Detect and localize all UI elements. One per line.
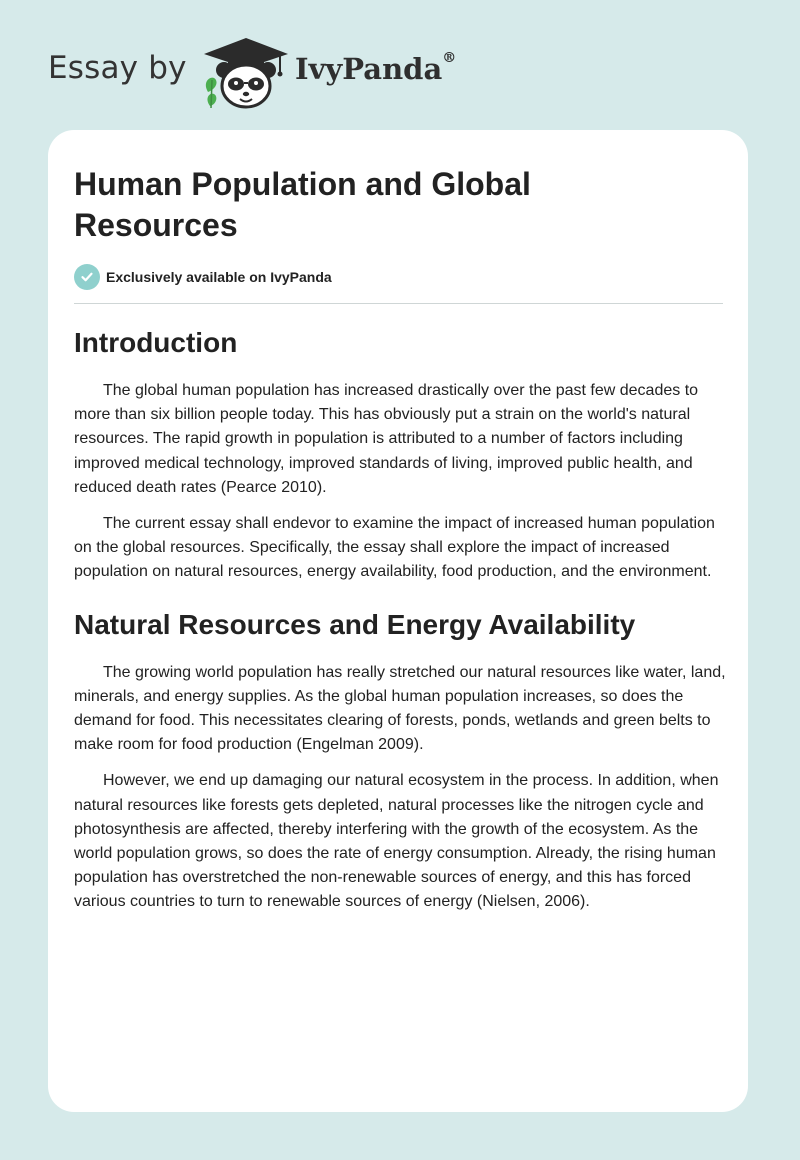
brand-label: IvyPanda bbox=[295, 52, 443, 86]
badge-text: Exclusively available on IvyPanda bbox=[106, 269, 332, 285]
check-circle-icon bbox=[74, 264, 100, 290]
divider bbox=[74, 303, 723, 304]
registered-mark: ® bbox=[442, 50, 457, 66]
paragraph: The growing world population has really stretched our natural resources like water, land, minerals, and energy supplies. As the global human population increases, so does the demand for food. This necessitates clearing of forests, ponds, wetlands and green belts to make room for food production (Engelman 2009). bbox=[74, 663, 726, 754]
exclusive-badge bbox=[74, 264, 332, 290]
brand-name[interactable] bbox=[295, 52, 456, 86]
paragraph: The current essay shall endevor to examine the impact of increased human population on the global resources. Specifically, the essay shall explore the impact of increased population on natural resources, energy availability, food production, and the environment. bbox=[74, 515, 715, 581]
section-heading-natural-resources: Natural Resources and Energy Availability bbox=[74, 608, 636, 640]
panda-graduate-icon[interactable] bbox=[200, 36, 292, 110]
paragraph: However, we end up damaging our natural ecosystem in the process. In addition, when natural resources like forests gets depleted, natural processes like the nitrogen cycle and photosynthesis are affected, thereby interfering with the growth of the ecosystem. As the world population grows, so does the rate of energy consumption. Already, the rising human population has overstretched the non-renewable sources of energy, and this has forced various countries to turn to renewable sources of energy (Nielsen, 2006). bbox=[74, 772, 719, 911]
paragraph: The global human population has increased drastically over the past few decades to more than six billion people today. This has obviously put a strain on the world's natural resources. The rapid growth in population is attributed to a number of factors including improved medical technology, improved standards of living, improved public health, and reduced death rates (Pearce 2010). bbox=[74, 382, 699, 496]
site-header bbox=[0, 0, 800, 120]
article-body bbox=[74, 323, 726, 915]
leaf-icon bbox=[206, 78, 217, 108]
page-title: Human Population and Global Resources bbox=[74, 166, 531, 243]
article-card bbox=[48, 130, 748, 1112]
essay-by-label: Essay by bbox=[48, 50, 187, 86]
section-heading-introduction: Introduction bbox=[74, 327, 238, 358]
